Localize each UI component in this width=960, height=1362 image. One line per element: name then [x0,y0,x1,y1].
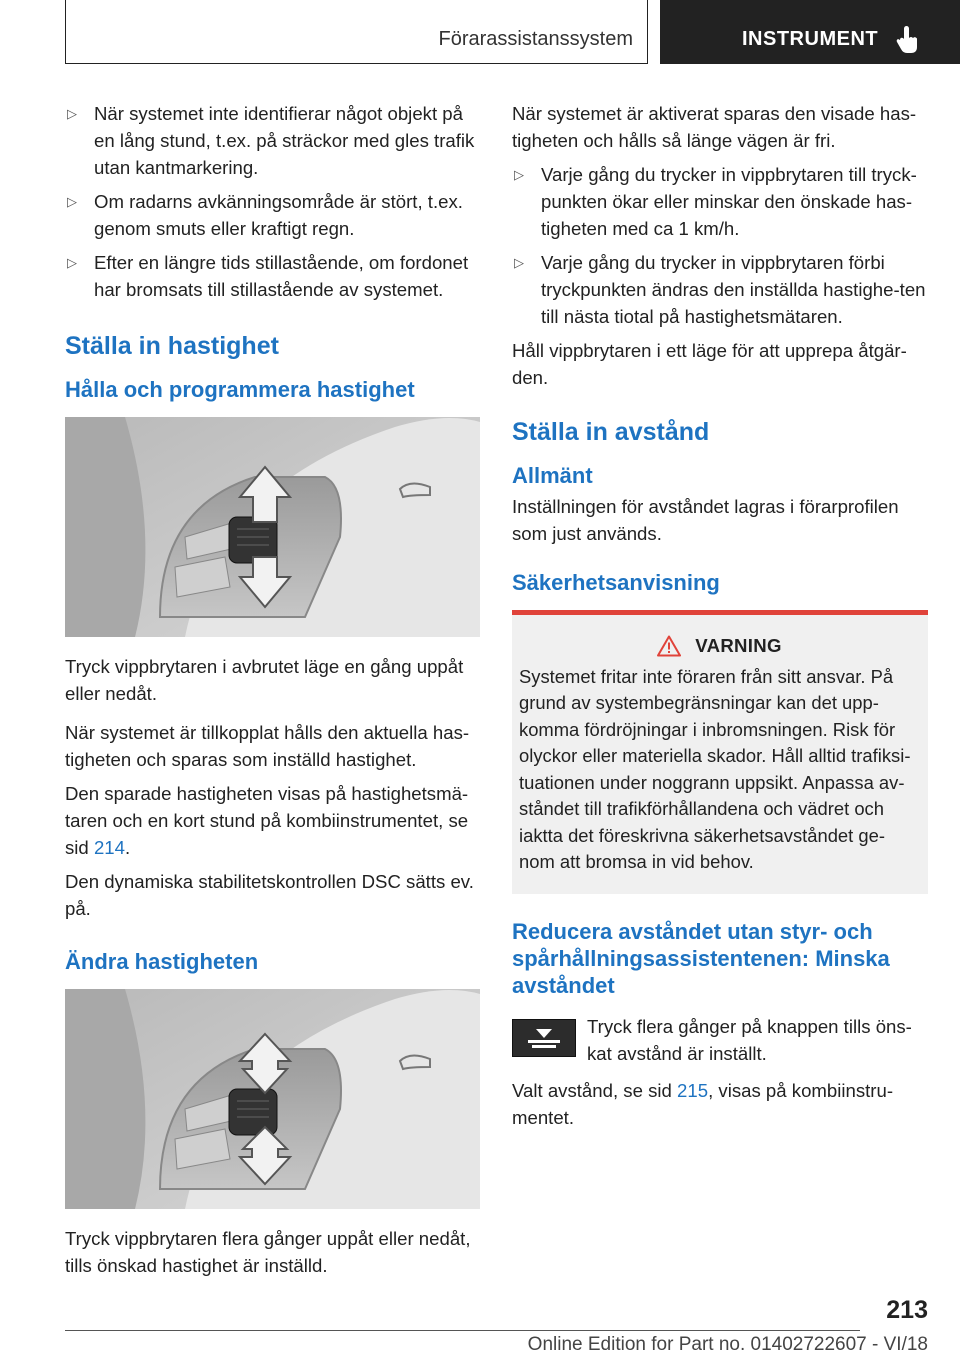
warning-title: VARNING [695,635,782,656]
right-column [512,100,928,1138]
paragraph-speed-kept: När systemet är tillkopplat hålls den aktuella has-tigheten och sparas som inställd hastighet. [65,722,470,770]
steering-wheel-rocker-image-2 [65,989,480,1209]
list-item-text: Efter en längre tids stillastående, om fordonet har bromsats till stillastående av systemet. [94,252,469,300]
heading-set-speed: Ställa in hastighet [65,332,279,360]
caption-rocker-once: Tryck vippbrytaren i avbrutet läge en gång uppåt eller nedåt. [65,656,464,704]
header-chapter-title: INSTRUMENT [742,28,879,50]
paragraph-press-button: Tryck flera gånger på knappen tills öns-kat avstånd är inställt. [587,1015,912,1064]
hand-pointing-icon [896,26,922,54]
list-item-text: Varje gång du trycker in vippbrytaren förbi tryckpunkten ändras den inställda hastighe-ten till nästa tiotal på hastighetsmätaren. [541,252,926,327]
header-section-box [65,0,648,64]
header-section-title: Förarassistanssystem [438,28,633,50]
paragraph-hold-rocker: Håll vippbrytaren i ett läge för att upprepa åtgär-den. [512,340,907,388]
paragraph-activated: När systemet är aktiverat sparas den visade has-tigheten och hålls så länge vägen är fri. [512,103,917,151]
page-link-214[interactable]: 214 [93,837,125,858]
distance-button-icon [512,1019,576,1057]
heading-reduce-distance: Reducera avståndet utan styr- och spårhållningsassistentenen: Minska avståndet [512,918,890,998]
distance-button-row [512,1013,928,1067]
page-link-215[interactable]: 215 [677,1079,709,1101]
paragraph-text: . [124,837,131,858]
paragraph-general: Inställningen för avståndet lagras i förarprofilen som just används. [512,496,899,544]
heading-general: Allmänt [512,463,593,488]
triangle-bullet-icon: ▷ [67,106,77,121]
left-column [65,100,481,1286]
heading-change-speed: Ändra hastigheten [65,949,259,974]
triangle-bullet-icon: ▷ [67,255,77,270]
warning-box [512,610,928,894]
list-item [512,249,928,330]
paragraph-dsc: Den dynamiska stabilitetskontrollen DSC sätts ev. på. [65,871,474,919]
triangle-bullet-icon: ▷ [67,194,77,209]
warning-triangle-icon [657,635,681,657]
paragraph-text: Valt avstånd, se sid [512,1079,678,1101]
warning-text: Systemet fritar inte föraren från sitt ansvar. På grund av systembegränsningar kan det upp-komma fördröjningar i inbromsningen. Risk för olyckor eller materiella skador. Håll alltid trafiksi-tuationen under noggrann uppsikt. Anpassa av-ståndet till trafikförhållandena och vädret och iaktta det föreskrivna säkerhetsavståndet ge-nom att bromsa in vid behov. [519,665,911,872]
heading-safety-note: Säkerhetsanvisning [512,570,720,595]
paragraph-speed-shown [65,780,481,861]
triangle-bullet-icon: ▷ [514,167,524,182]
paragraph-text: Den sparade hastigheten visas på hastighetsmä-taren och en kort stund på kombiinstrumentet, se sid [65,783,469,858]
list-item [65,249,481,303]
warning-header [519,633,920,660]
left-bullet-list [65,100,481,303]
caption-rocker-several: Tryck vippbrytaren flera gånger uppåt eller nedåt, tills önskad hastighet är inställd. [65,1228,471,1276]
list-item [65,188,481,242]
right-bullet-list [512,161,928,330]
header-chapter-tab[interactable] [660,0,960,64]
list-item-text: När systemet inte identifierar något objekt på en lång stund, t.ex. på sträckor med gles trafik utan kantmarkering. [94,103,475,178]
heading-hold-program-speed: Hålla och programmera hastighet [65,377,415,402]
list-item [65,100,481,181]
footer-edition: Online Edition for Part no. 01402722607 - VI/18 [527,1334,928,1355]
paragraph-text: , visas på kombiinstru-mentet. [512,1079,894,1128]
footer-divider [65,1330,860,1331]
heading-set-distance: Ställa in avstånd [512,418,710,446]
page-number: 213 [886,1296,928,1324]
list-item-text: Om radarns avkänningsområde är stört, t.ex. genom smuts eller kraftigt regn. [94,191,463,239]
triangle-bullet-icon: ▷ [514,255,524,270]
list-item-text: Varje gång du trycker in vippbrytaren till tryck-punkten ökar eller minskar den önskade has-tigheten med ca 1 km/h. [541,164,917,239]
steering-wheel-rocker-image [65,417,480,637]
list-item [512,161,928,242]
paragraph-distance-shown [512,1077,928,1131]
